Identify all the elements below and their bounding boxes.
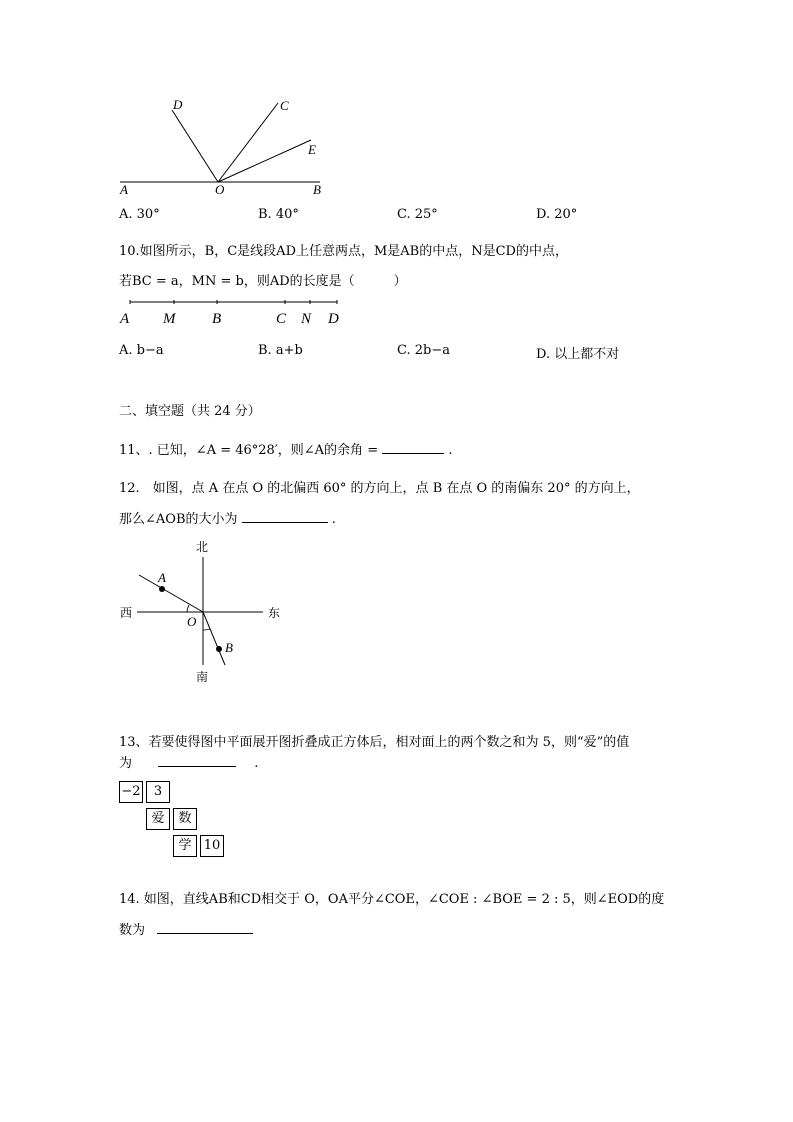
q10-option-b: B. a+b [258, 343, 303, 358]
q10-line1: 10.如图所示，B，C是线段AD上任意两点，M是AB的中点，N是CD的中点， [119, 244, 568, 259]
compass-figure-q12 [115, 535, 295, 687]
label-south: 南 [196, 670, 209, 684]
q14-text: 数为 [119, 923, 146, 938]
angle-arc-west [187, 605, 189, 612]
q10-option-a: A. b−a [119, 343, 164, 358]
q12-end: . [331, 512, 336, 527]
net-cell-r2c1: 爱 [146, 808, 170, 830]
q12-answer-blank[interactable] [242, 508, 328, 523]
q10-option-d: D. 以上都不对 [536, 347, 620, 362]
q10-line2: 若BC = a，MN = b，则AD的长度是（ ） [119, 274, 407, 289]
q13-line1: 13、若要使得图中平面展开图折叠成正方体后，相对面上的两个数之和为 5，则“爱”的值 [119, 735, 630, 750]
label-C: C [280, 98, 289, 113]
ray-OA [139, 575, 203, 612]
ray-OC [218, 103, 278, 182]
label-A: A [120, 182, 128, 197]
q14-line1: 14. 如图，直线AB和CD相交于 O，OA平分∠COE，∠COE : ∠BOE = 2 : 5，则∠EOD的度 [119, 892, 665, 907]
net-cell-r3c2: 10 [200, 835, 224, 857]
point-A-dot [159, 586, 165, 592]
q11-text: 11、. 已知，∠A = 46°28′，则∠A的余角 = [119, 443, 379, 458]
q9-option-c: C. 25° [397, 207, 438, 222]
q13-text: 为 [119, 756, 133, 771]
ray-OE [218, 140, 311, 182]
q11-line [119, 439, 453, 458]
q12-text: 那么∠AOB的大小为 [119, 512, 238, 527]
angle-arc-south [203, 629, 210, 630]
q10-option-c: C. 2b−a [397, 343, 450, 358]
q11-end: . [448, 443, 453, 458]
q14-answer-blank[interactable] [157, 919, 253, 934]
point-B: B [212, 311, 222, 327]
ray-OD [172, 110, 218, 182]
q12-line2 [119, 508, 336, 527]
point-B-dot [216, 646, 222, 652]
label-E: E [308, 142, 316, 157]
cube-net-q13 [119, 781, 229, 861]
q13-answer-blank[interactable] [158, 752, 236, 767]
label-O: O [215, 182, 225, 197]
label-B: B [313, 182, 321, 197]
label-west: 西 [120, 606, 133, 620]
q13-end: . [254, 756, 259, 771]
label-O: O [187, 614, 197, 629]
net-cell-r3c1: 学 [173, 835, 197, 857]
q13-line2 [119, 752, 258, 771]
label-A: A [158, 570, 166, 585]
ray-OB [203, 612, 225, 665]
point-A: A [120, 311, 130, 327]
point-N: N [301, 311, 312, 327]
label-B: B [225, 640, 233, 655]
segment-figure-q10 [115, 293, 355, 333]
section-title: 二、填空题（共 24 分） [119, 404, 261, 419]
point-D: D [328, 311, 339, 327]
q11-answer-blank[interactable] [382, 439, 444, 454]
angle-figure-q9 [115, 95, 335, 200]
label-east: 东 [268, 606, 281, 620]
label-D: D [173, 97, 183, 112]
net-cell-r2c2: 数 [173, 808, 197, 830]
label-north: 北 [196, 540, 209, 554]
point-M: M [163, 311, 176, 327]
point-C: C [276, 311, 287, 327]
net-cell-r1c2: 3 [146, 781, 170, 803]
q9-option-b: B. 40° [258, 207, 299, 222]
q12-line1: 12. 如图，点 A 在点 O 的北偏西 60° 的方向上，点 B 在点 O 的南偏东 20° 的方向上， [119, 481, 640, 496]
q14-line2 [119, 919, 253, 938]
net-cell-r1c1: −2 [119, 781, 143, 803]
q9-option-a: A. 30° [119, 207, 160, 222]
q9-option-d: D. 20° [536, 207, 578, 222]
